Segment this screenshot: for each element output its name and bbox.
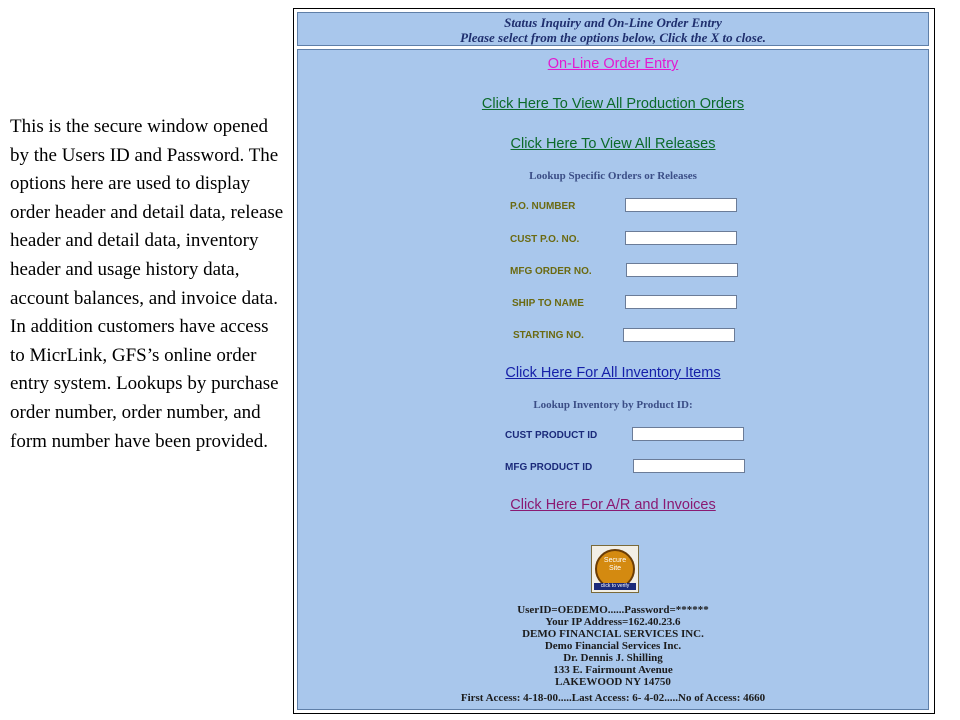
po-number-input[interactable] [625, 198, 737, 212]
header-title: Status Inquiry and On-Line Order Entry [504, 15, 722, 30]
cust-po-label: CUST P.O. NO. [510, 234, 580, 245]
cust-po-input[interactable] [625, 231, 737, 245]
secure-window [293, 8, 935, 714]
options-panel [297, 49, 929, 710]
link-online-order-entry[interactable]: On-Line Order Entry [547, 56, 679, 72]
po-number-label: P.O. NUMBER [510, 201, 576, 212]
user-credentials: UserID=OEDEMO......Password=****** [517, 604, 709, 616]
window-header [297, 12, 929, 46]
link-ar-invoices[interactable]: Click Here For A/R and Invoices [510, 497, 716, 513]
link-production-orders[interactable]: Click Here To View All Production Orders [481, 96, 745, 112]
secure-site-badge[interactable] [591, 545, 639, 593]
ship-to-input[interactable] [625, 295, 737, 309]
city-state-zip: LAKEWOOD NY 14750 [555, 676, 671, 688]
mfg-order-input[interactable] [626, 263, 738, 277]
cust-product-input[interactable] [632, 427, 744, 441]
starting-no-label: STARTING NO. [513, 330, 584, 341]
header-instructions: Please select from the options below, Click the X to close. [460, 30, 766, 45]
link-all-inventory[interactable]: Click Here For All Inventory Items [505, 365, 721, 381]
mfg-product-input[interactable] [633, 459, 745, 473]
company-name: Demo Financial Services Inc. [544, 640, 682, 652]
ship-to-label: SHIP TO NAME [512, 298, 584, 309]
badge-text: Secure Site [603, 557, 627, 572]
description-text: This is the secure window opened by the Users ID and Password. The options here are used to display order header and detail data, release header and detail data, inventory header and usage history data, account balances, and invoice data. In addition customers have access to MicrLink, GFS’s online order entry system. Lookups by purchase order number, order number, and form number have been provided. [10, 116, 284, 452]
contact-name: Dr. Dennis J. Shilling [563, 652, 663, 664]
cust-product-label: CUST PRODUCT ID [505, 430, 598, 441]
street-address: 133 E. Fairmount Avenue [553, 664, 673, 676]
ip-address: Your IP Address=162.40.23.6 [545, 616, 681, 628]
link-all-releases[interactable]: Click Here To View All Releases [510, 136, 716, 152]
lookup-orders-title: Lookup Specific Orders or Releases [529, 170, 697, 182]
mfg-product-label: MFG PRODUCT ID [505, 462, 593, 473]
badge-strip: click to verify [594, 583, 636, 590]
access-stats: First Access: 4-18-00.....Last Access: 6- 4-02.....No of Access: 4660 [460, 692, 766, 704]
lookup-inventory-title: Lookup Inventory by Product ID: [533, 399, 693, 411]
company-name-upper: DEMO FINANCIAL SERVICES INC. [522, 628, 704, 640]
starting-no-input[interactable] [623, 328, 735, 342]
mfg-order-label: MFG ORDER NO. [510, 266, 592, 277]
